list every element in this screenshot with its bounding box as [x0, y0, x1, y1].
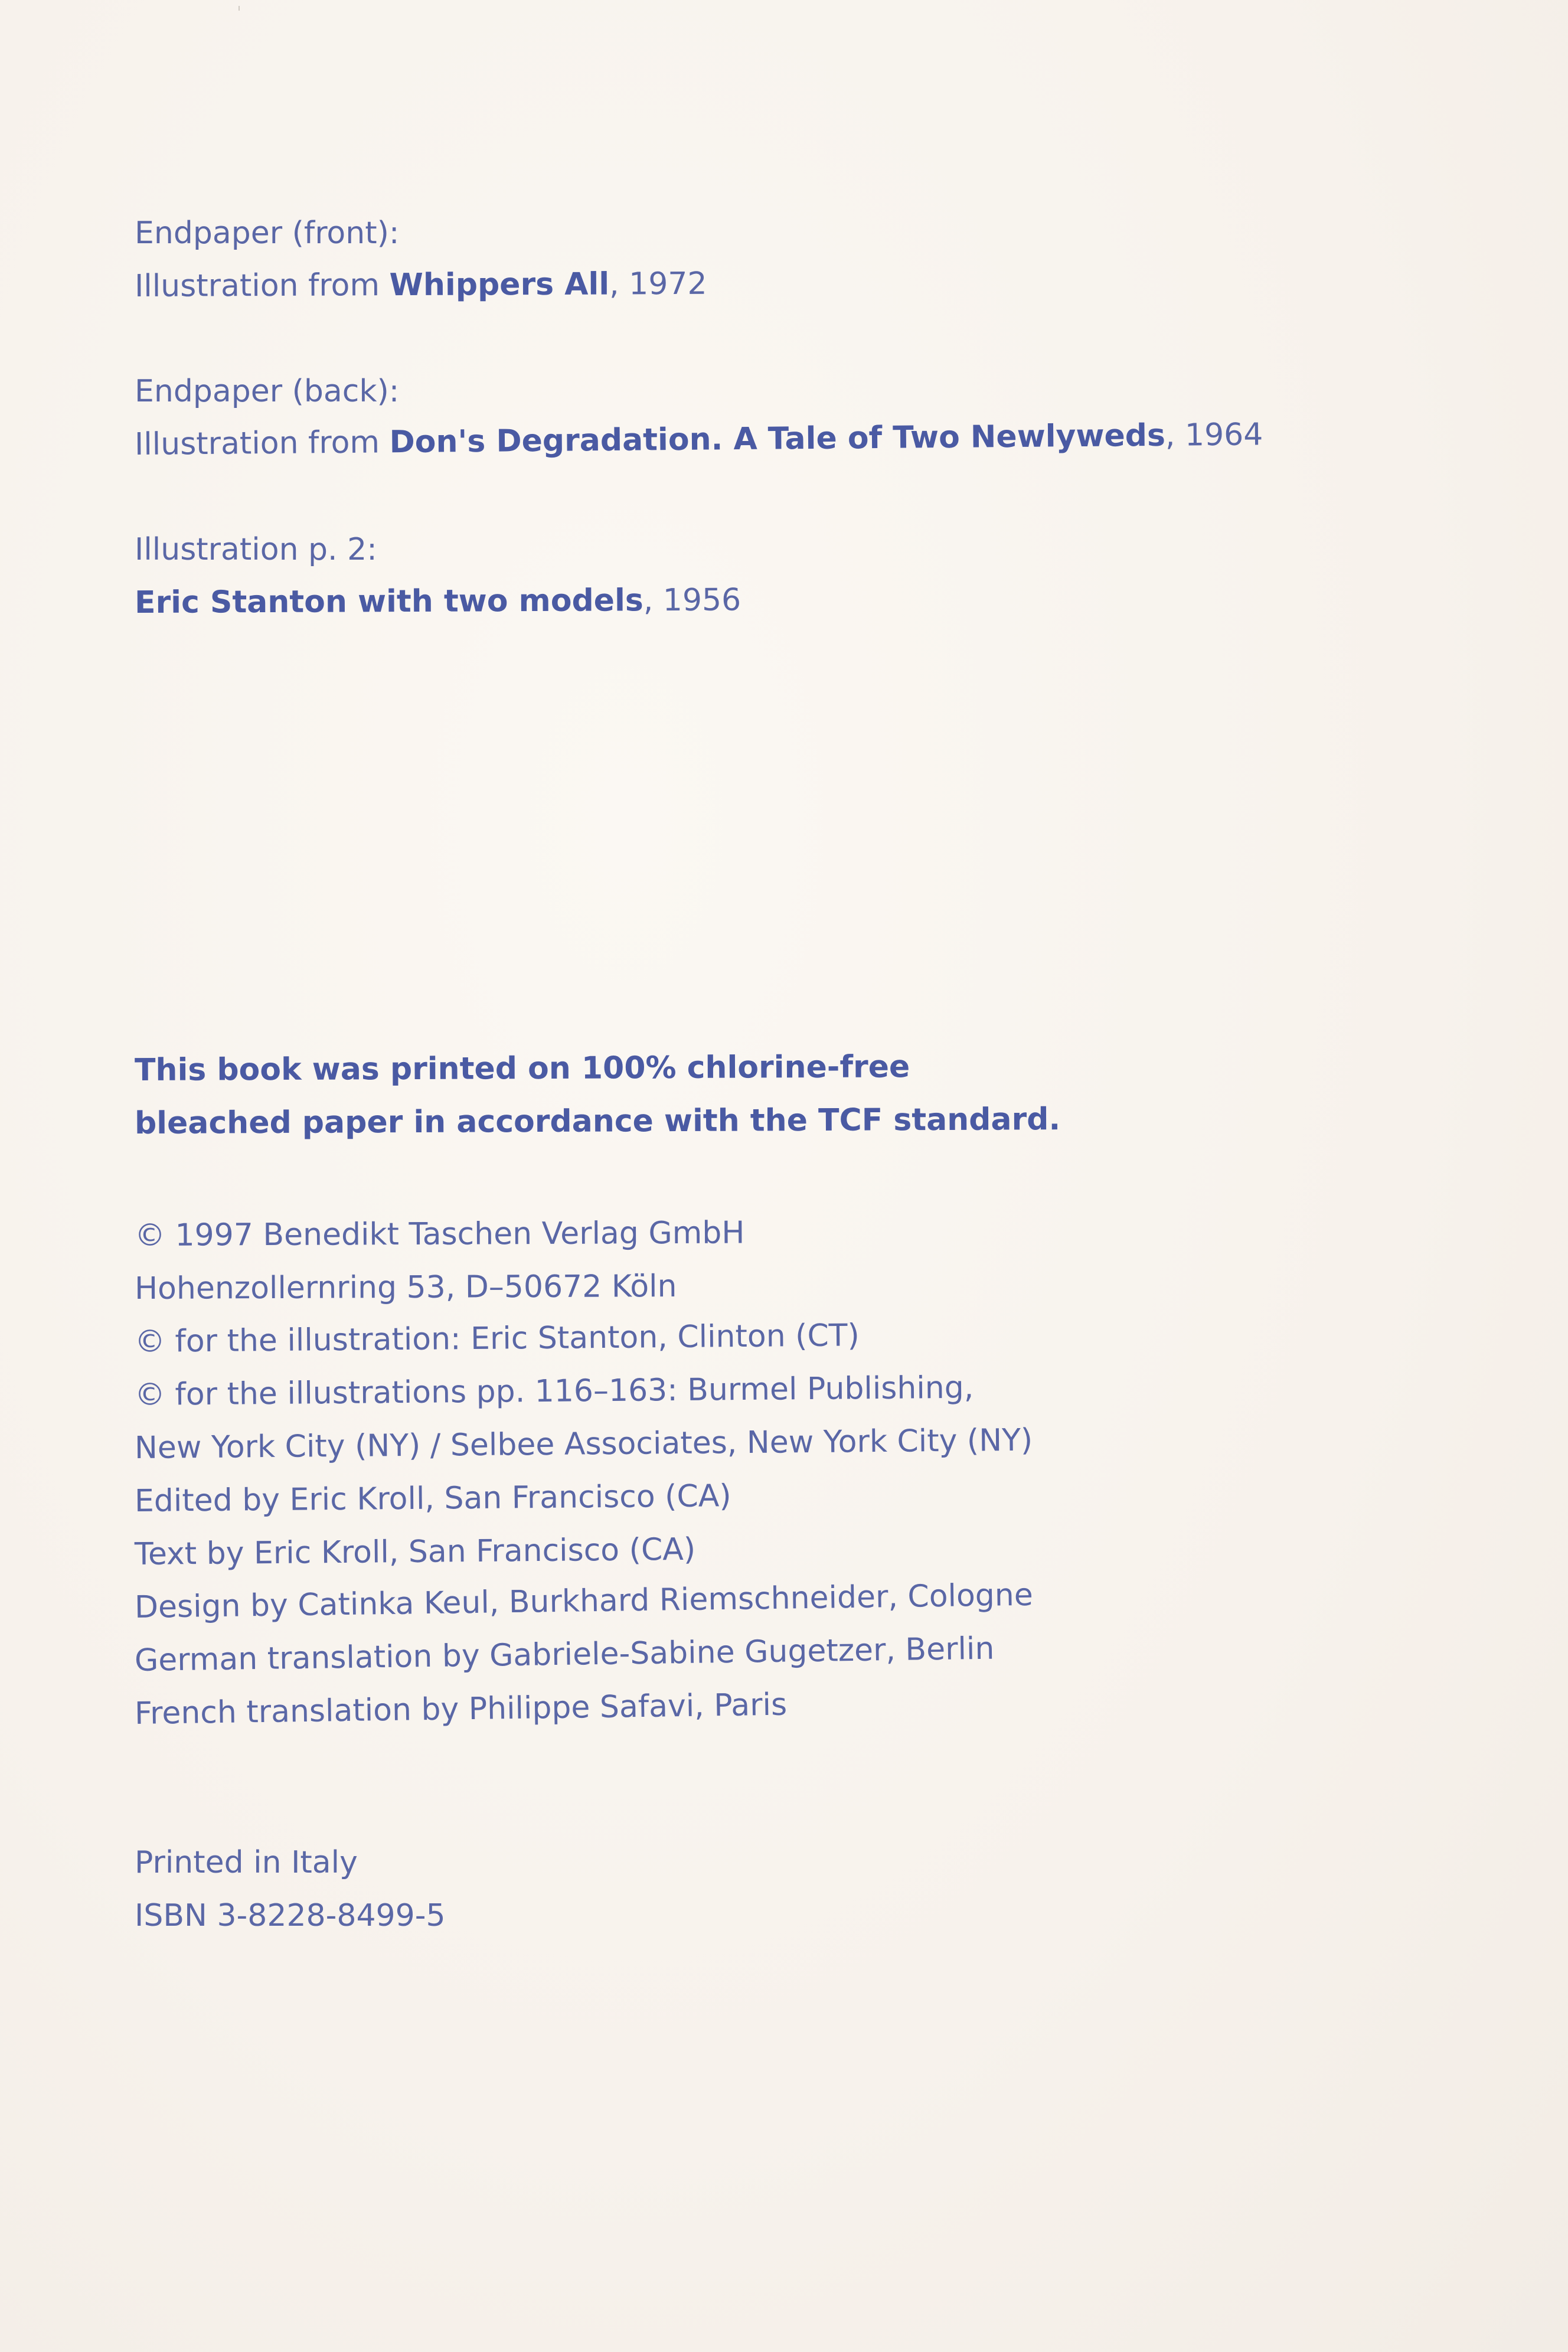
- isbn: ISBN 3-8228-8499-5: [135, 1898, 446, 1933]
- copyright-line: © for the illustrations pp. 116–163: Burmel Publishing,: [134, 1370, 974, 1413]
- endpaper-front-prefix: Illustration from: [134, 267, 390, 304]
- copyright-block: [135, 1209, 1033, 1740]
- endpaper-front-label: Endpaper (front):: [135, 215, 400, 251]
- printed-in: Printed in Italy: [135, 1845, 358, 1880]
- endpaper-back-credit: [135, 365, 1263, 471]
- illustration-p2-credit: [135, 523, 1263, 629]
- copyright-line: Design by Catinka Keul, Burkhard Riemschneider, Cologne: [134, 1577, 1034, 1625]
- paper-note-line-1: This book was printed on 100% chlorine-free: [134, 1049, 910, 1088]
- copyright-line: © 1997 Benedikt Taschen Verlag GmbH: [134, 1215, 745, 1253]
- endpaper-front-year: , 1972: [609, 266, 707, 302]
- illustration-p2-year: , 1956: [643, 582, 741, 619]
- illustration-p2-label: Illustration p. 2:: [135, 532, 377, 567]
- endpaper-back-title: Don's Degradation. A Tale of Two Newlyweds: [389, 417, 1166, 460]
- copyright-line: New York City (NY) / Selbee Associates, New York City (NY): [134, 1422, 1033, 1466]
- endpaper-front-caption: [135, 255, 1263, 313]
- endpaper-back-year: , 1964: [1165, 417, 1263, 453]
- endpaper-back-label: Endpaper (back):: [135, 374, 400, 409]
- endpaper-front-credit: [135, 207, 1263, 313]
- copyright-line: Text by Eric Kroll, San Francisco (CA): [134, 1531, 696, 1572]
- endpaper-front-title: Whippers All: [389, 266, 610, 303]
- illustration-p2-title: Eric Stanton with two models: [134, 583, 643, 620]
- copyright-line: © for the illustration: Eric Stanton, Clinton (CT): [134, 1318, 860, 1360]
- endpaper-back-prefix: Illustration from: [134, 424, 390, 462]
- copyright-line: Hohenzollernring 53, D–50672 Köln: [134, 1268, 677, 1306]
- print-info: [135, 1836, 446, 1942]
- paper-note-line-2: bleached paper in accordance with the TCF standard.: [134, 1102, 1061, 1141]
- copyright-line: French translation by Philippe Safavi, Paris: [134, 1687, 788, 1732]
- crop-mark: [239, 6, 240, 11]
- copyright-line: German translation by Gabriele-Sabine Gugetzer, Berlin: [134, 1631, 995, 1678]
- copyright-line: Edited by Eric Kroll, San Francisco (CA): [134, 1478, 731, 1519]
- paper-note: [135, 1044, 1060, 1150]
- endpaper-back-caption: [135, 408, 1263, 471]
- illustration-p2-caption: [135, 571, 1263, 629]
- illustration-credits: [135, 207, 1263, 681]
